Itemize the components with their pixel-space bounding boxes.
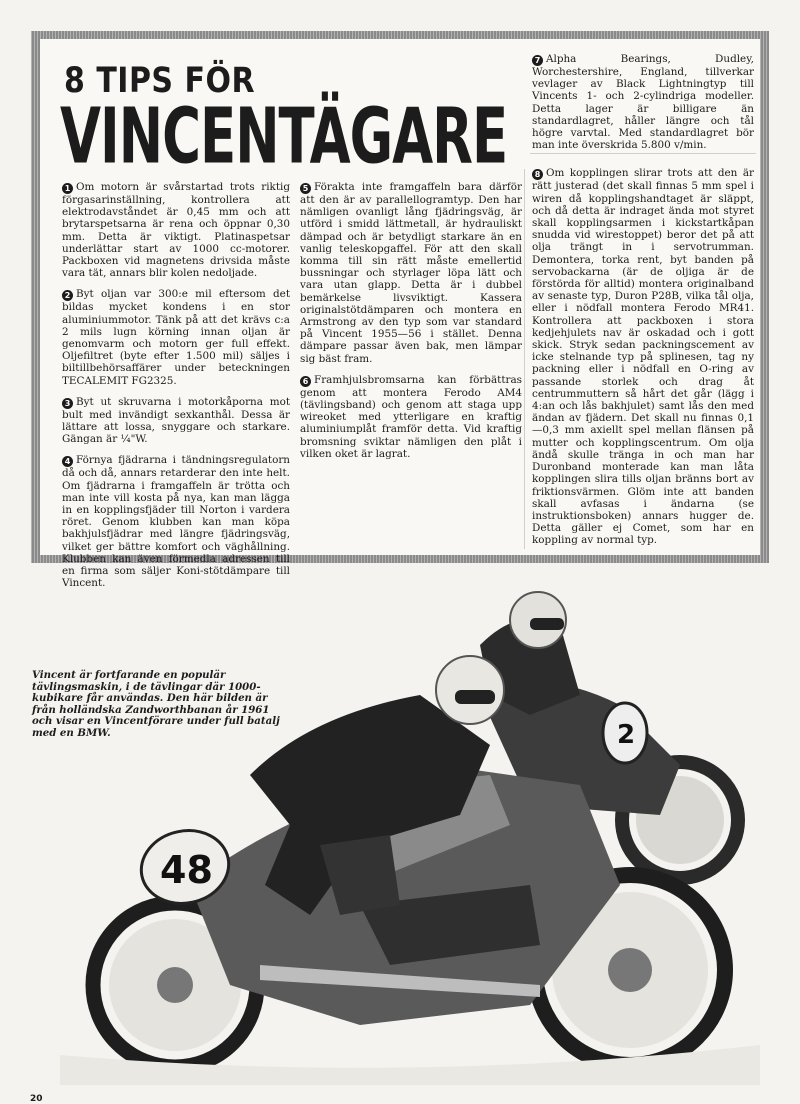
tip-text-3: Byt ut skruvarna i motorkåporna mot bult med invändigt sexkanthål. Dessa är lättare att lossa, snyggare och starkare. Gängan är ¼"W. — [62, 395, 290, 446]
vincent-rider-goggles — [455, 690, 495, 704]
track-ground — [60, 1045, 760, 1085]
tip-number-4: 4 — [62, 456, 73, 467]
tip-number-6: 6 — [300, 376, 311, 387]
tip-number-3: 3 — [62, 398, 73, 409]
tip-text-2: Byt oljan var 300:e mil eftersom det bildas mycket kondens i en stor aluminiummotor. Tänk på att det krävs c:a 2 mils lugn körning innan oljan är genomvarm och motorn ger full effekt. Oljefiltret (byte efter 1.500 mil) säljes i biltillbehörsaffärer under beteckningen TECALEMIT FG2325. — [62, 288, 290, 387]
tip-3 — [62, 396, 290, 446]
rear-number: 2 — [617, 720, 636, 750]
rear-rider-goggles — [530, 618, 564, 630]
vincent-front-hub — [608, 948, 652, 992]
article-frame — [31, 31, 769, 590]
tip-4 — [62, 454, 290, 589]
tip-1 — [62, 181, 290, 279]
front-number: 48 — [160, 848, 213, 892]
tip-number-5: 5 — [300, 183, 311, 194]
tip-5 — [300, 181, 522, 365]
tip-text-6: Framhjulsbromsarna kan förbättras genom att montera Ferodo AM4 (tävlingsband) och genom att staga upp wireoket med ytterligare en kraftig aluminiumplåt framför detta. Vid kraftig bromsning sviktar nämligen den plåt i vilken oket är lagrat. — [300, 373, 522, 460]
page-number: 20 — [30, 1094, 43, 1104]
tip-6 — [300, 374, 522, 460]
tip-text-1: Om motorn är svårstartad trots riktig förgasarinställning, kontrollera att elektrodavståndet är 0,45 mm och att brytarspetsarna är rena och öppnar 0,30 mm. Detta är viktigt. Platinaspetsar underlättar start av 1000 cc-motorer. Packboxen vid magnetens drivsida måste vara tät, annars blir kolen nedoljade. — [62, 181, 290, 280]
vincent-rear-hub — [157, 967, 193, 1003]
headline-large: VINCENTÄGARE — [60, 93, 508, 182]
tip-8 — [532, 167, 754, 546]
tip-text-4: Förnya fjädrarna i tändningsregulatorn då och då, annars retarderar den inte helt. Om fjädrarna i framgaffeln är trötta och man inte vill kosta på nya, kan man lägga in en kopplingsfjäder till Norton i vardera röret. Genom klubben kan man köpa bakhjulsfjädrar med längre fjädringsväg, vilket ger bättre komfort och väghållning. Klubben kan även förmedla adressen till en firma som säljer Koni-stötdämpare till Vincent. — [62, 454, 290, 590]
column-1 — [62, 181, 290, 598]
tip-text-7: Alpha Bearings, Dudley, Worchestershire, England, tillverkar vevlager av Black Lightningtyp till Vincents 1- och 2-cylindriga modeller. Detta lager är billigare än standardlagret, håller längre och tål högre varvtal. Med standardlagret bör man inte överskrida 5.800 v/min. — [532, 53, 754, 152]
column-divider — [524, 169, 525, 549]
photo-caption: Vincent är fortfarande en populär tävlingsmaskin, i de tävlingar där 1000-kubikare får användas. Den här bilden är från holländska Zandworthbanan år 1961 och visar en Vincentförare under full batalj med en BMW. — [32, 669, 280, 739]
tip-2 — [62, 288, 290, 386]
tip-number-8: 8 — [532, 169, 543, 180]
tip-7 — [532, 53, 754, 151]
tip-text-5: Förakta inte framgaffeln bara därför att den är av parallellogramtyp. Den har nämligen ovanligt lång fjädringsväg, är utförd i smidd lättmetall, är hydrauliskt dämpad och är betydligt starkare än en vanlig teleskopgaffel. För att den skall komma till sin rätt måste emellertid bussningar och styrlager löpa lätt och vara utan glapp. Detta är i dubbel bemärkelse livsviktigt. Kassera originalstötdämparen och montera en Armstrong av den typ som var standard på Vincent 1955—56 i stället. Denna dämpare passar även bak, men lämpar sig bäst fram. — [300, 181, 522, 365]
motorcycle-race-photo — [60, 585, 760, 1085]
tip-text-8: Om kopplingen slirar trots att den är rätt justerad (det skall finnas 5 mm spel i wiren då kopplingshandtaget är släppt, och då detta är indraget ända mot styret skall kopplingsarmen i kickstartkåpan snudda vid wirestoppet) beror det på att olja trängt in i servotrumman. Demontera, torka rent, byt banden på servobackarna (är de oljiga är de förstörda för alltid) montera originalband av senaste typ, Duron P28B, vilka tål olja, eller i nödfall montera Ferodo MR41. Kontrollera att packboxen i stora kedjehjulets nav är oskadad och i gott skick. Stryk sedan packningscement av icke stelnande typ på splinesen, tag ny packning eller i nödfall en O-ring av passande storlek och drag åt centrummuttern så hårt det går (lägg i 4:an och lås bakhjulet) samt lås den med ändan av fjädern. Det skall nu finnas 0,1—0,3 mm axiellt spel mellan flänsen på mutter och kopplingscentrum. Om olja ändå skulle tränga in och man har Duronband monterade kan man låta kopplingen slira tills oljan bränns bort av friktionsvärmen. Glöm inte att banden skall avfasas i ändarna (se instruktionsboken) annars hugger de. Detta gäller ej Comet, som har en koppling av normal typ. — [532, 167, 754, 547]
headline-small: 8 TIPS FÖR — [64, 61, 256, 102]
column-3 — [532, 53, 754, 556]
tip-number-7: 7 — [532, 55, 543, 66]
column-2 — [300, 181, 522, 469]
tip-number-1: 1 — [62, 183, 73, 194]
article-body — [40, 39, 760, 590]
tip-number-2: 2 — [62, 290, 73, 301]
